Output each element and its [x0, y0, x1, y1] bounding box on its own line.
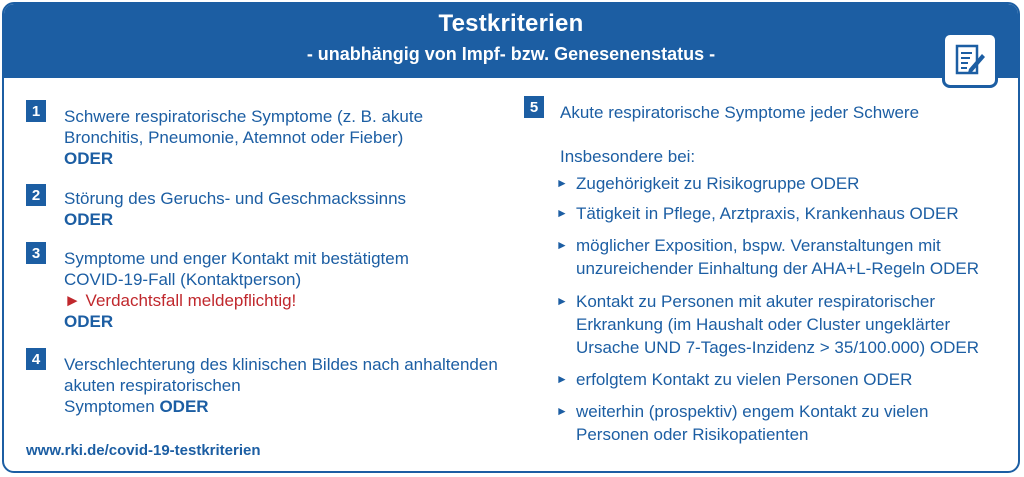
criterion-line: Störung des Geruchs- und Geschmackssinns [64, 189, 407, 208]
criterion-text [64, 248, 409, 332]
criterion-line: Verschlechterung des klinischen Bildes nach anhaltenden [64, 355, 498, 374]
bullet-line: Kontakt zu Personen mit akuter respiratorischer [576, 292, 936, 311]
criterion-line-text: Symptomen [64, 397, 155, 416]
bullet-line: unzureichender Einhaltung der AHA+L-Regeln ODER [576, 259, 980, 278]
criterion-text [64, 354, 498, 417]
rki-link[interactable]: www.rki.de/covid-19-testkriterien [26, 442, 261, 459]
criterion-text [64, 106, 423, 169]
criterion-line: akuten respiratorischen [64, 376, 241, 395]
bullet-line: Personen oder Risikopatienten [576, 425, 809, 444]
bullet-line: Ursache UND 7-Tages-Inzidenz > 35/100.000) ODER [576, 338, 979, 357]
bullet-line: weiterhin (prospektiv) engem Kontakt zu vielen [576, 402, 929, 421]
bullet-line: Zugehörigkeit zu Risikogruppe ODER [576, 174, 860, 193]
criterion-number: 3 [26, 242, 46, 264]
bullet-arrow-icon: ► [556, 238, 568, 252]
oder-label: ODER [64, 210, 114, 229]
page-title: Testkriterien [438, 10, 584, 37]
criterion-text [64, 188, 406, 230]
criterion-number: 4 [26, 348, 46, 370]
bullet-line: Tätigkeit in Pflege, Arztpraxis, Krankenhaus ODER [576, 204, 959, 223]
header-banner [4, 4, 1018, 78]
criterion-line: Symptome und enger Kontakt mit bestätigtem [64, 249, 409, 268]
bullet-line: erfolgtem Kontakt zu vielen Personen ODER [576, 370, 913, 389]
bullet-arrow-icon: ► [556, 206, 568, 220]
oder-label: ODER [64, 312, 114, 331]
criterion-line: Bronchitis, Pneumonie, Atemnot oder Fieber) [64, 128, 404, 147]
bullet-arrow-icon: ► [556, 294, 568, 308]
reporting-warning: ► Verdachtsfall meldepflichtig! [64, 291, 297, 310]
criterion-heading: Akute respiratorische Symptome jeder Schwere [560, 103, 920, 122]
criteria-card [2, 2, 1020, 473]
bullet-line: Erkrankung (im Haushalt oder Cluster ungeklärter [576, 315, 951, 334]
bullet-arrow-icon: ► [556, 372, 568, 386]
bullet-arrow-icon: ► [556, 404, 568, 418]
oder-label: ODER [64, 149, 114, 168]
criterion-number: 2 [26, 184, 46, 206]
document-edit-icon [942, 32, 998, 88]
bullet-arrow-icon: ► [556, 176, 568, 190]
page-subtitle: - unabhängig von Impf- bzw. Genesenenstatus - [306, 44, 716, 64]
criterion-line [64, 396, 498, 417]
criterion-line: COVID-19-Fall (Kontaktperson) [64, 270, 302, 289]
criterion-number: 1 [26, 100, 46, 122]
criterion-line: Schwere respiratorische Symptome (z. B. akute [64, 107, 424, 126]
bullet-line: möglicher Exposition, bspw. Veranstaltungen mit [576, 236, 941, 255]
oder-label: ODER [159, 397, 209, 416]
criterion-number: 5 [524, 96, 544, 118]
bullet-intro: Insbesondere bei: [560, 147, 696, 166]
